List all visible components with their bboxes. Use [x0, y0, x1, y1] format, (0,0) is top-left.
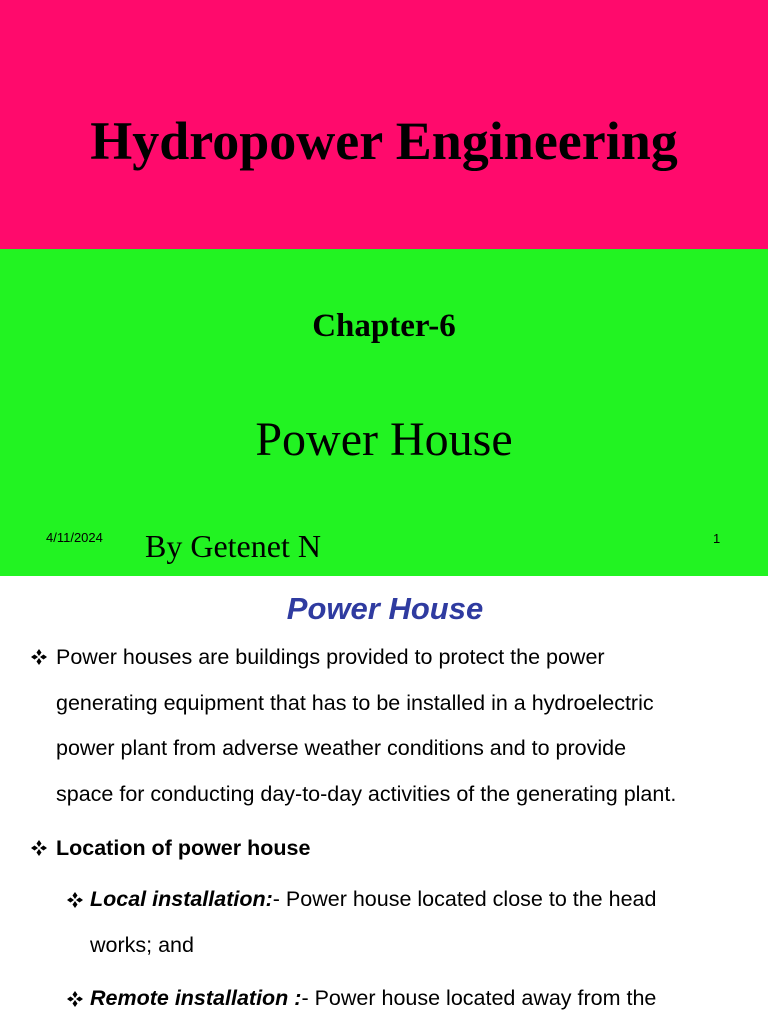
- remote-installation-text: - Power house located away from the: [301, 986, 657, 1010]
- slide-date: 4/11/2024: [46, 530, 103, 545]
- local-installation-line: [90, 877, 750, 923]
- local-installation-term: Local installation:: [90, 887, 273, 911]
- page-number: 1: [713, 531, 721, 546]
- remote-installation-term: Remote installation :: [90, 986, 302, 1010]
- location-heading: Location of power house: [56, 836, 311, 860]
- paragraph-line: generating equipment that has to be installed in a hydroelectric: [56, 690, 654, 715]
- author-name: By Getenet N: [145, 528, 321, 564]
- remote-installation-line: [90, 976, 750, 1022]
- slide-subtitle: Power House: [255, 413, 513, 466]
- local-installation-text: - Power house located close to the head: [272, 887, 657, 911]
- content-slide-title: Power House: [286, 591, 484, 626]
- content-slide: [0, 576, 768, 1024]
- paragraph-line: power plant from adverse weather conditions and to provide: [56, 736, 627, 761]
- four-diamond-bullet-icon: [30, 648, 48, 666]
- paragraph-line: Power houses are buildings provided to protect the power: [56, 645, 605, 669]
- four-diamond-bullet-icon: [30, 839, 48, 857]
- slide-title: Hydropower Engineering: [90, 111, 678, 171]
- paragraph-line: space for conducting day-to-day activities of the generating plant.: [56, 782, 677, 807]
- remote-installation-item: [90, 976, 750, 1022]
- local-installation-continuation: works; and: [90, 932, 194, 957]
- four-diamond-bullet-icon: [66, 990, 84, 1008]
- four-diamond-bullet-icon: [66, 891, 84, 909]
- local-installation-item: [90, 877, 750, 968]
- chapter-label: Chapter-6: [312, 308, 456, 344]
- power-house-definition: [56, 635, 756, 818]
